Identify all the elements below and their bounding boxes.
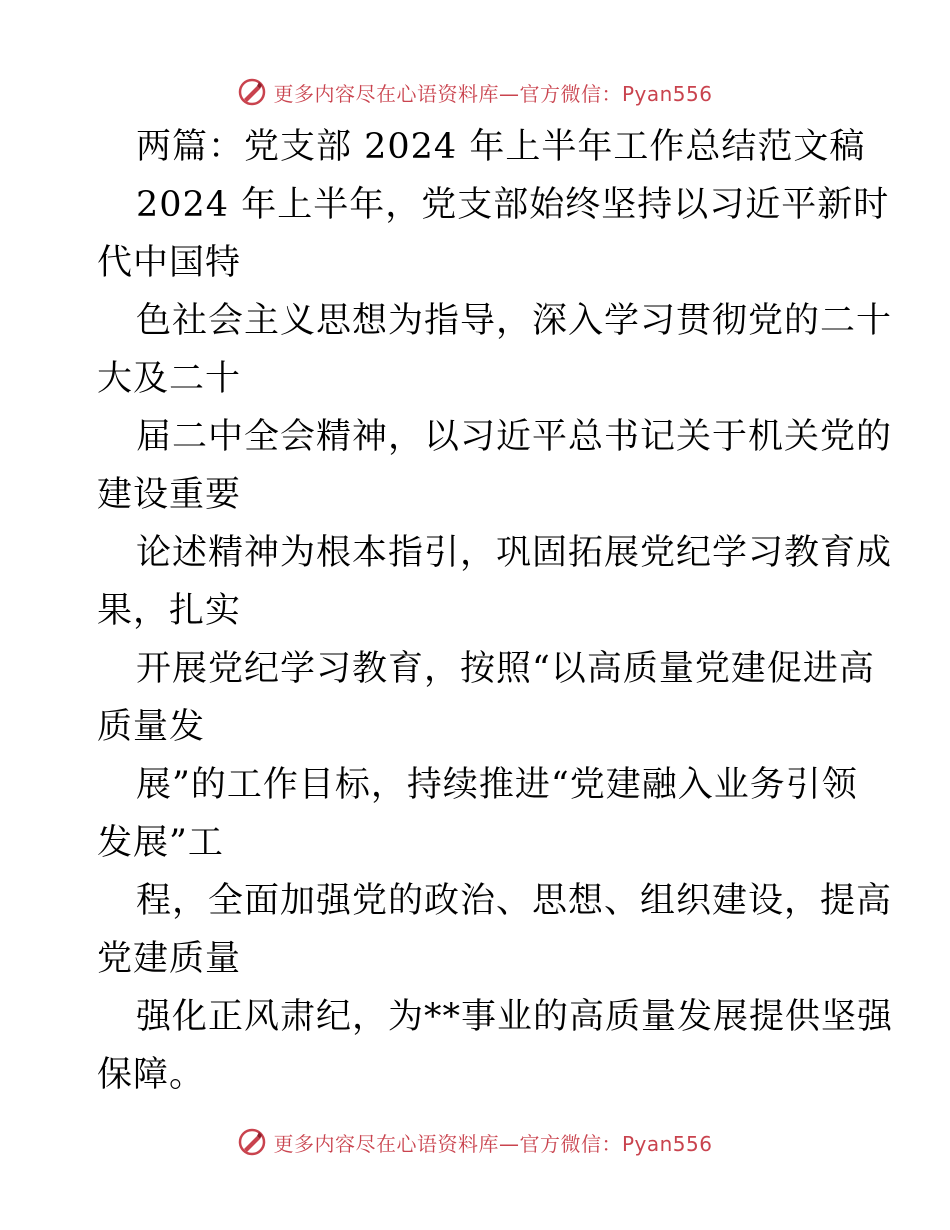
paragraph-line: 色社会主义思想为指导，深入学习贯彻党的二十 (136, 301, 893, 341)
paragraph-line: 党建质量 (97, 939, 242, 979)
footer-watermark (0, 1122, 950, 1162)
paragraph-line: 2024 年上半年，党支部始终坚持以习近平新时 (136, 185, 890, 225)
paragraph-line: 大及二十 (97, 359, 242, 399)
watermark-text: 更多内容尽在心语资料库—官方微信：Pyan556 (273, 1131, 713, 1156)
paragraph-line: 建设重要 (97, 475, 242, 515)
header-watermark (0, 72, 950, 112)
paragraph-line: 论述精神为根本指引，巩固拓展党纪学习教育成 (136, 533, 893, 573)
paragraph-line: 果，扎实 (97, 591, 242, 631)
document-body (0, 118, 950, 1104)
paragraph-line: 保障。 (97, 1055, 206, 1095)
watermark-text: 更多内容尽在心语资料库—官方微信：Pyan556 (273, 81, 713, 106)
pen-logo-icon (237, 1127, 267, 1157)
paragraph-line: 发展”工 (97, 823, 224, 863)
paragraph-line: 强化正风肃纪，为**事业的高质量发展提供坚强 (136, 997, 894, 1037)
pen-logo-icon (237, 77, 267, 107)
paragraph-line: 开展党纪学习教育，按照“以高质量党建促进高 (136, 649, 875, 689)
paragraph-line: 届二中全会精神，以习近平总书记关于机关党的 (136, 417, 893, 457)
document-title: 两篇：党支部 2024 年上半年工作总结范文稿 (136, 127, 866, 167)
paragraph-line: 展”的工作目标，持续推进“党建融入业务引领 (136, 765, 858, 805)
paragraph-line: 程，全面加强党的政治、思想、组织建设，提高 (136, 881, 893, 921)
paragraph-line: 代中国特 (97, 243, 242, 283)
paragraph-line: 质量发 (97, 707, 206, 747)
